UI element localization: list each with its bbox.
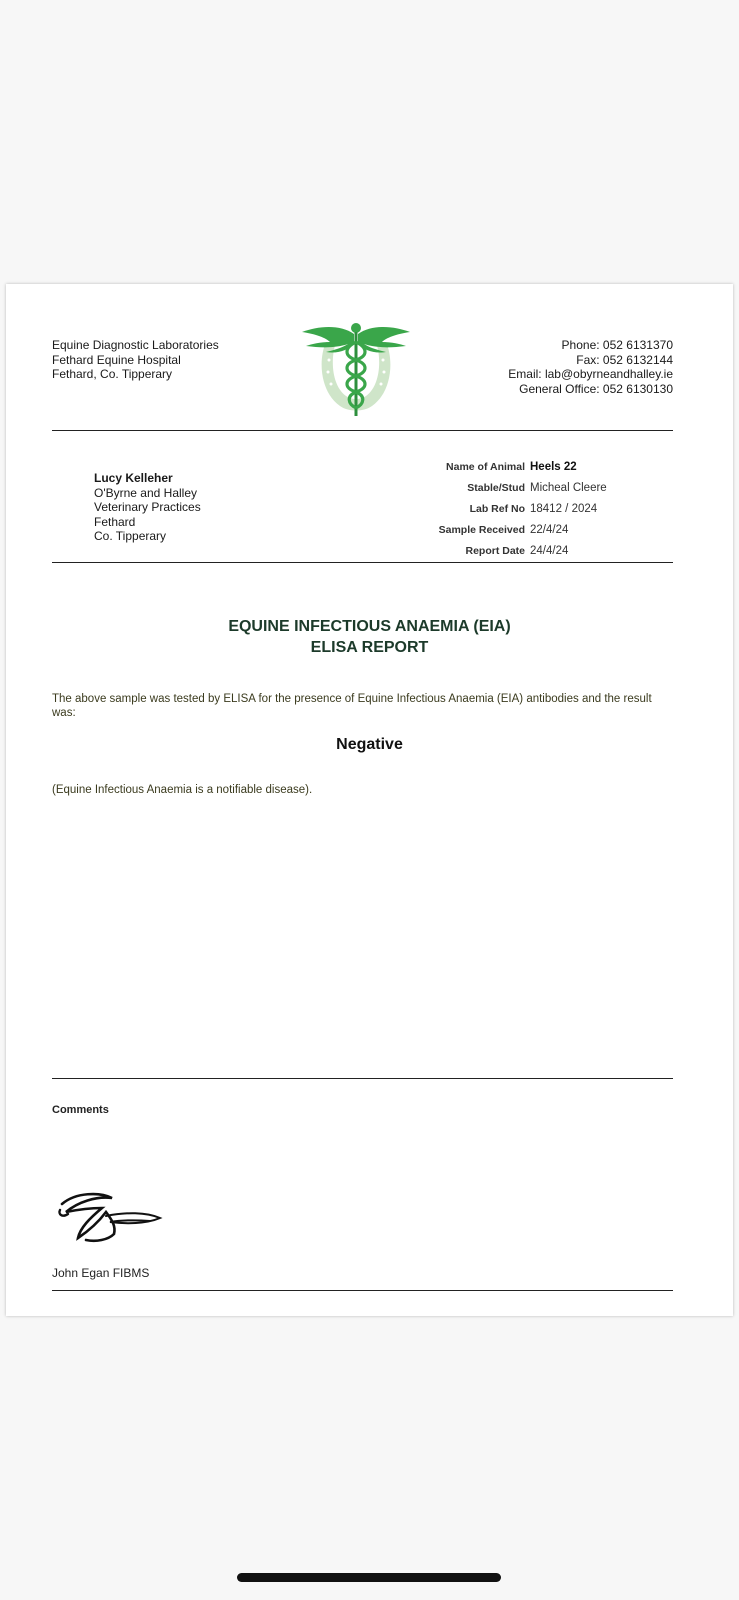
detail-value: Heels 22 <box>530 460 577 473</box>
signer-name: John Egan FIBMS <box>52 1266 150 1280</box>
recipient-line: O'Byrne and Halley <box>94 485 198 500</box>
lab-contact <box>508 338 673 396</box>
divider <box>52 1290 673 1291</box>
divider <box>52 430 673 431</box>
detail-label: Sample Received <box>438 523 525 536</box>
lab-address-line: Fethard, Co. Tipperary <box>52 367 173 381</box>
detail-value: 22/4/24 <box>530 523 569 536</box>
test-result: Negative <box>336 736 403 753</box>
notifiable-note: (Equine Infectious Anaemia is a notifiable disease). <box>52 784 313 796</box>
phone-text: Phone: 052 6131370 <box>561 338 673 352</box>
fax-text: Fax: 052 6132144 <box>576 352 673 367</box>
detail-value: 18412 / 2024 <box>530 502 598 515</box>
handwritten-signature <box>56 1190 166 1246</box>
divider <box>52 562 673 563</box>
email-text: Email: lab@obyrneandhalley.ie <box>508 367 673 381</box>
lab-address-line: Equine Diagnostic Laboratories <box>52 338 219 352</box>
detail-row-received <box>346 519 607 540</box>
recipient-line: Fethard <box>94 514 136 529</box>
office-text: General Office: 052 6130130 <box>519 381 673 396</box>
detail-row-report-date <box>346 540 607 561</box>
report-body: The above sample was tested by ELISA for the presence of Equine Infectious Anaemia (EIA) antibodies and the result was: <box>52 693 652 719</box>
detail-value: Micheal Cleere <box>530 481 607 494</box>
recipient-line: Veterinary Practices <box>94 500 201 514</box>
detail-label: Stable/Stud <box>467 481 525 494</box>
caduceus-horseshoe-logo <box>296 320 416 420</box>
detail-row-labref <box>346 498 607 519</box>
lab-address-line: Fethard Equine Hospital <box>52 352 181 367</box>
detail-row-stable <box>346 477 607 498</box>
comments-label: Comments <box>52 1104 109 1116</box>
detail-label: Report Date <box>465 544 525 557</box>
home-indicator[interactable] <box>237 1573 501 1582</box>
detail-value: 24/4/24 <box>530 544 569 557</box>
report-title <box>6 616 733 658</box>
divider <box>52 1078 673 1079</box>
report-title-line2: ELISA REPORT <box>310 639 429 656</box>
report-page <box>6 284 733 1316</box>
sample-details <box>346 456 607 561</box>
recipient-line: Co. Tipperary <box>94 529 167 543</box>
detail-label: Lab Ref No <box>469 502 525 515</box>
lab-address <box>52 338 219 382</box>
detail-label: Name of Animal <box>446 460 525 473</box>
recipient-name: Lucy Kelleher <box>94 471 173 485</box>
report-title-line1: EQUINE INFECTIOUS ANAEMIA (EIA) <box>228 618 511 635</box>
detail-row-animal <box>346 456 607 477</box>
recipient-address <box>94 471 201 544</box>
